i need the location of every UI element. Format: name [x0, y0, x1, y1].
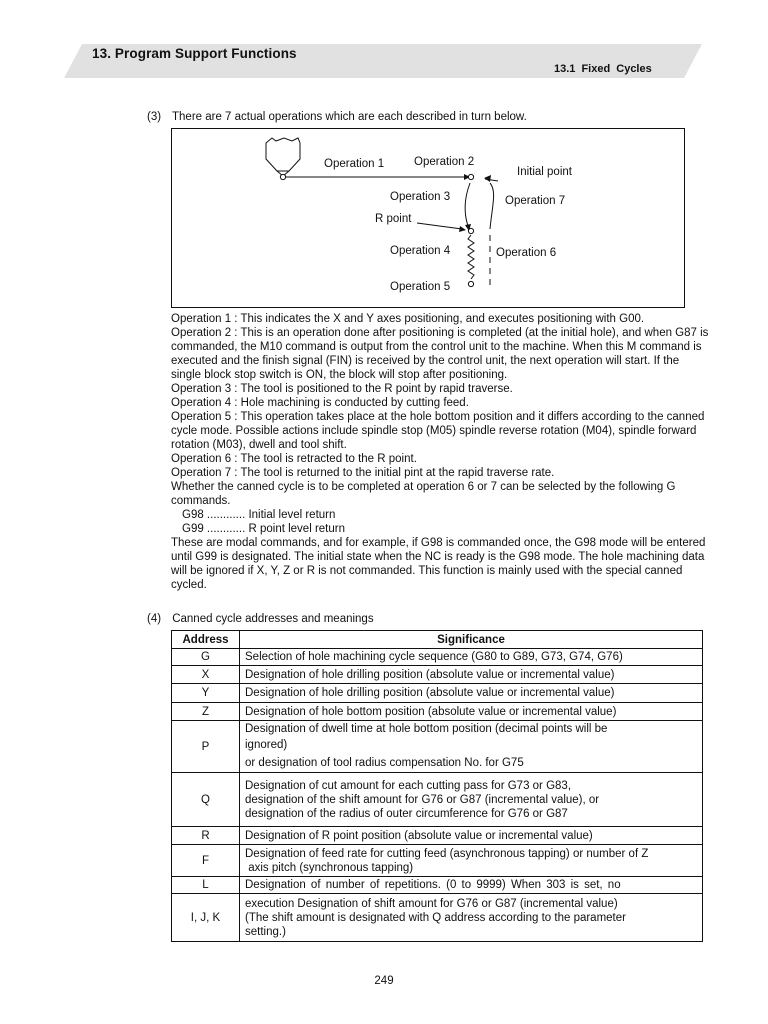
significance-line: Designation of dwell time at hole bottom position (decimal points will be [245, 722, 608, 735]
significance-cell [240, 721, 703, 773]
significance-line: designation of the shift amount for G76 or G87 (incremental value), or [245, 793, 600, 806]
significance-column-header: Significance [240, 631, 703, 649]
significance-line: Designation of number of repetitions. (0 to 9999) When 303 is set, no [245, 879, 621, 891]
significance-line: or designation of tool radius compensation No. for G75 [245, 756, 524, 769]
r-point-pointer [417, 223, 462, 229]
operation-7-description: Operation 7 : The tool is returned to the initial pint at the rapid traverse rate. [171, 467, 555, 479]
significance-line: Designation of hole drilling position (absolute value or incremental value) [245, 687, 615, 699]
item-4-heading [147, 613, 374, 625]
operations-diagram [171, 128, 685, 308]
table-row [172, 845, 703, 877]
table-row [172, 894, 703, 942]
significance-cell [240, 649, 703, 666]
significance-line: Designation of R point position (absolute value or incremental value) [245, 829, 593, 842]
item-3-text: There are 7 actual operations which are each described in turn below. [172, 111, 527, 123]
section-title: 13.1 Fixed Cycles [554, 63, 652, 75]
operation-7-path [490, 183, 494, 229]
r-point-pointer-arrowhead [459, 226, 466, 232]
table-row [172, 703, 703, 721]
table-row [172, 877, 703, 894]
table-header-row [172, 631, 703, 649]
operation-3-description: Operation 3 : The tool is positioned to the R point by rapid traverse. [171, 383, 513, 395]
significance-line: execution Designation of shift amount for G76 or G87 (incremental value) [245, 897, 618, 910]
hole-bottom-marker [468, 281, 473, 286]
item-3-heading [147, 111, 527, 123]
address-cell: G [172, 649, 240, 666]
selection-paragraph: Whether the canned cycle is to be completed at operation 6 or 7 can be selected by the following G commands. [171, 481, 676, 507]
address-cell: L [172, 877, 240, 894]
operation-2-label: Operation 2 [414, 156, 475, 168]
table-row [172, 773, 703, 827]
operation-3-path [465, 183, 470, 226]
initial-point-pointer-arrowhead [484, 175, 491, 182]
address-cell: X [172, 666, 240, 684]
significance-line: Designation of feed rate for cutting feed (asynchronous tapping) or number of Z [245, 847, 649, 860]
address-cell: Y [172, 684, 240, 703]
r-point-marker [468, 228, 473, 233]
significance-cell [240, 845, 703, 877]
significance-line: ignored) [245, 738, 288, 751]
table-row [172, 684, 703, 703]
table-row [172, 827, 703, 845]
significance-cell [240, 684, 703, 703]
significance-line: Designation of cut amount for each cutting pass for G73 or G83, [245, 779, 572, 792]
address-cell: R [172, 827, 240, 845]
table-row [172, 721, 703, 773]
r-point-label: R point [375, 213, 412, 225]
item-4-number: (4) [147, 613, 162, 625]
initial-point-marker [468, 174, 473, 179]
address-cell: Q [172, 773, 240, 827]
item-3-number: (3) [147, 111, 162, 123]
operation-5-description: Operation 5 : This operation takes place at the hole bottom position and it differs according to the canned cycle mode. Possible actions include spindle stop (M05) spindle reverse rotation (M04), spindle forward rotation (M03), dwell and tool shift. [171, 411, 705, 451]
address-cell: P [172, 721, 240, 773]
operation-4-description: Operation 4 : Hole machining is conducted by cutting feed. [171, 397, 469, 409]
significance-line: Designation of hole bottom position (absolute value or incremental value) [245, 705, 617, 718]
operation-3-label: Operation 3 [390, 191, 451, 203]
significance-cell [240, 894, 703, 942]
significance-cell [240, 827, 703, 845]
address-cell: Z [172, 703, 240, 721]
operation-descriptions [171, 312, 711, 592]
significance-line: (The shift amount is designated with Q address according to the parameter [245, 911, 626, 924]
table-row [172, 666, 703, 684]
significance-cell [240, 666, 703, 684]
address-table [171, 630, 703, 942]
address-cell: F [172, 845, 240, 877]
initial-point-label: Initial point [517, 166, 572, 178]
operation-4-label: Operation 4 [390, 245, 451, 257]
operation-4-zigzag [468, 235, 474, 279]
address-column-header: Address [172, 631, 240, 649]
g99-line: G99 ............ R point level return [182, 523, 345, 535]
address-cell: I, J, K [172, 894, 240, 942]
item-4-text: Canned cycle addresses and meanings [172, 613, 374, 625]
operation-7-label: Operation 7 [505, 195, 566, 207]
operation-1-description: Operation 1 : This indicates the X and Y axes positioning, and executes positioning with G00. [171, 313, 645, 325]
chapter-title: 13. Program Support Functions [92, 46, 297, 61]
operation-6-description: Operation 6 : The tool is retracted to the R point. [171, 453, 417, 465]
significance-line: Selection of hole machining cycle sequence (G80 to G89, G73, G74, G76) [245, 651, 623, 663]
page-number: 249 [374, 975, 394, 987]
significance-cell [240, 773, 703, 827]
operation-6-label: Operation 6 [496, 247, 557, 259]
g98-line: G98 ............ Initial level return [182, 509, 336, 521]
significance-cell [240, 877, 703, 894]
tool-point-marker [280, 174, 285, 179]
tool-holder-shape [266, 138, 300, 171]
significance-cell [240, 703, 703, 721]
significance-line: Designation of hole drilling position (absolute value or incremental value) [245, 668, 615, 681]
operation-1-label: Operation 1 [324, 158, 385, 170]
modal-commands-paragraph: These are modal commands, and for example, if G98 is commanded once, the G98 mode will be entered until G99 is designated. The initial state when the NC is ready is the G98 mode. The hole machining data will be ignored if X, Y, Z or R is not commanded. This function is mainly used with the special canned cycled. [171, 537, 706, 591]
table-row [172, 649, 703, 666]
significance-line: setting.) [245, 925, 286, 938]
operation-5-label: Operation 5 [390, 281, 451, 293]
significance-line: designation of the radius of outer circumference for G76 or G87 [245, 807, 568, 820]
significance-line: axis pitch (synchronous tapping) [245, 861, 414, 874]
operation-2-description: Operation 2 : This is an operation done after positioning is completed (at the initial hole), and when G87 is commanded, the M10 command is output from the control unit to the machine. When this M command is executed and the finish signal (FIN) is received by the control unit, the next operation will start. If the single block stop switch is ON, the block will stop after positioning. [171, 327, 709, 381]
